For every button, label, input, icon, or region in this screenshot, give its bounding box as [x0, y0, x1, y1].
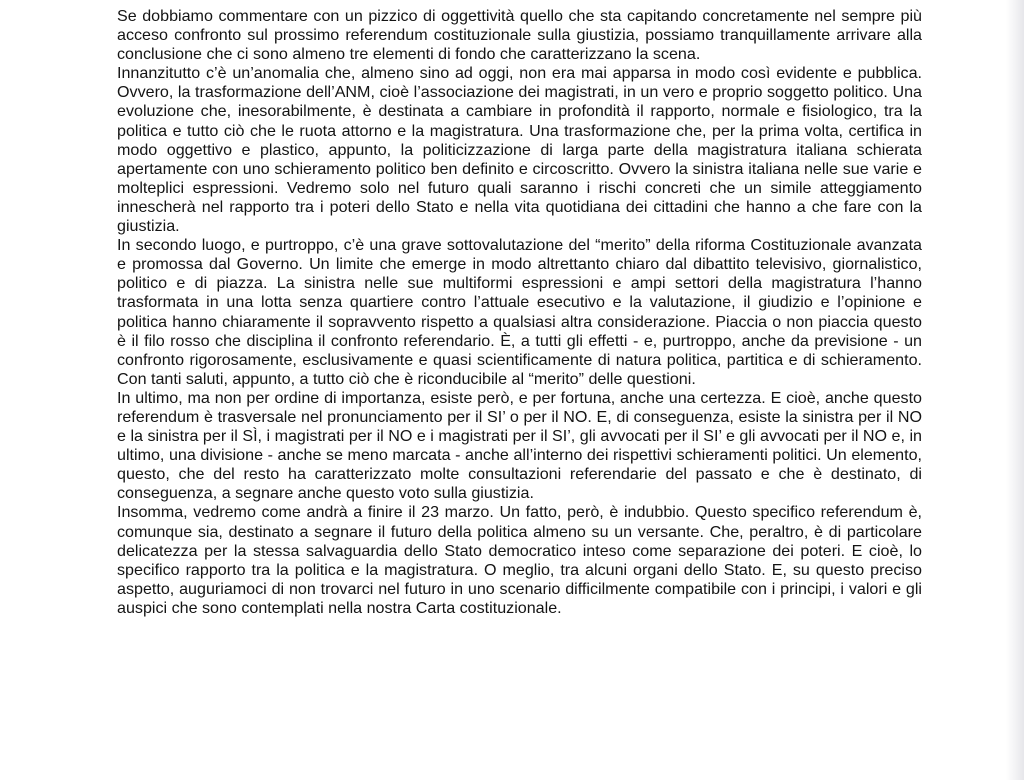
- article-body: [117, 7, 922, 618]
- paragraph-first-element: Innanzitutto c’è un’anomalia che, almeno sino ad oggi, non era mai apparsa in modo così evidente e pubblica. Ovvero, la trasformazione dell’ANM, cioè l’associazione dei magistrati, in un vero e proprio soggetto politico. Una evoluzione che, inesorabilmente, è destinata a cambiare in profondità il rapporto, normale e fisiologico, tra la politica e tutto ciò che le ruota attorno e la magistratura. Una trasformazione che, per la prima volta, certifica in modo oggettivo e plastico, appunto, la politicizzazione di larga parte della magistratura italiana schierata apertamente con uno schieramento politico ben definito e circoscritto. Ovvero la sinistra italiana nelle sue varie e molteplici espressioni. Vedremo solo nel futuro quali saranno i rischi concreti che un simile atteggiamento innescherà nel rapporto tra i poteri dello Stato e nella vita quotidiana dei cittadini che hanno a che fare con la giustizia.: [117, 64, 922, 236]
- paragraph-intro: Se dobbiamo commentare con un pizzico di oggettività quello che sta capitando concretamente nel sempre più acceso confronto sul prossimo referendum costituzionale sulla giustizia, possiamo tranquillamente arrivare alla conclusione che ci sono almeno tre elementi di fondo che caratterizzano la scena.: [117, 7, 922, 64]
- page-edge-shadow: [1006, 0, 1024, 780]
- paragraph-third-element: In ultimo, ma non per ordine di importanza, esiste però, e per fortuna, anche una certezza. E cioè, anche questo referendum è trasversale nel pronunciamento per il SI’ o per il NO. E, di conseguenza, esiste la sinistra per il NO e la sinistra per il SÌ, i magistrati per il NO e i magistrati per il SI’, gli avvocati per il SI’ e gli avvocati per il NO e, in ultimo, una divisione - anche se meno marcata - anche all’interno dei rispettivi schieramenti politici. Un elemento, questo, che del resto ha caratterizzato molte consultazioni referendarie del passato e che è destinato, di conseguenza, a segnare anche questo voto sulla giustizia.: [117, 388, 922, 503]
- paragraph-second-element: In secondo luogo, e purtroppo, c’è una grave sottovalutazione del “merito” della riforma Costituzionale avanzata e promossa dal Governo. Un limite che emerge in modo altrettanto chiaro dal dibattito televisivo, giornalistico, politico e di piazza. La sinistra nelle sue multiformi espressioni e ampi settori della magistratura l’hanno trasformata in una lotta senza quartiere contro l’attuale esecutivo e la valutazione, il giudizio e l’opinione e politica hanno chiaramente il sopravvento rispetto a qualsiasi altra considerazione. Piaccia o non piaccia questo è il filo rosso che disciplina il confronto referendario. È, a tutti gli effetti - e, purtroppo, anche da previsione - un confronto rigorosamente, esclusivamente e quasi scientificamente di natura politica, partitica e di schieramento. Con tanti saluti, appunto, a tutto ciò che è riconducibile al “merito” delle questioni.: [117, 236, 922, 388]
- paragraph-conclusion: Insomma, vedremo come andrà a finire il 23 marzo. Un fatto, però, è indubbio. Questo specifico referendum è, comunque sia, destinato a segnare il futuro della politica almeno su un versante. Che, peraltro, è di particolare delicatezza per la stessa salvaguardia dello Stato democratico inteso come separazione dei poteri. E cioè, lo specifico rapporto tra la politica e la magistratura. O meglio, tra alcuni organi dello Stato. E, su questo preciso aspetto, auguriamoci di non trovarci nel futuro in uno scenario difficilmente compatibile con i principi, i valori e gli auspici che sono contemplati nella nostra Carta costituzionale.: [117, 503, 922, 617]
